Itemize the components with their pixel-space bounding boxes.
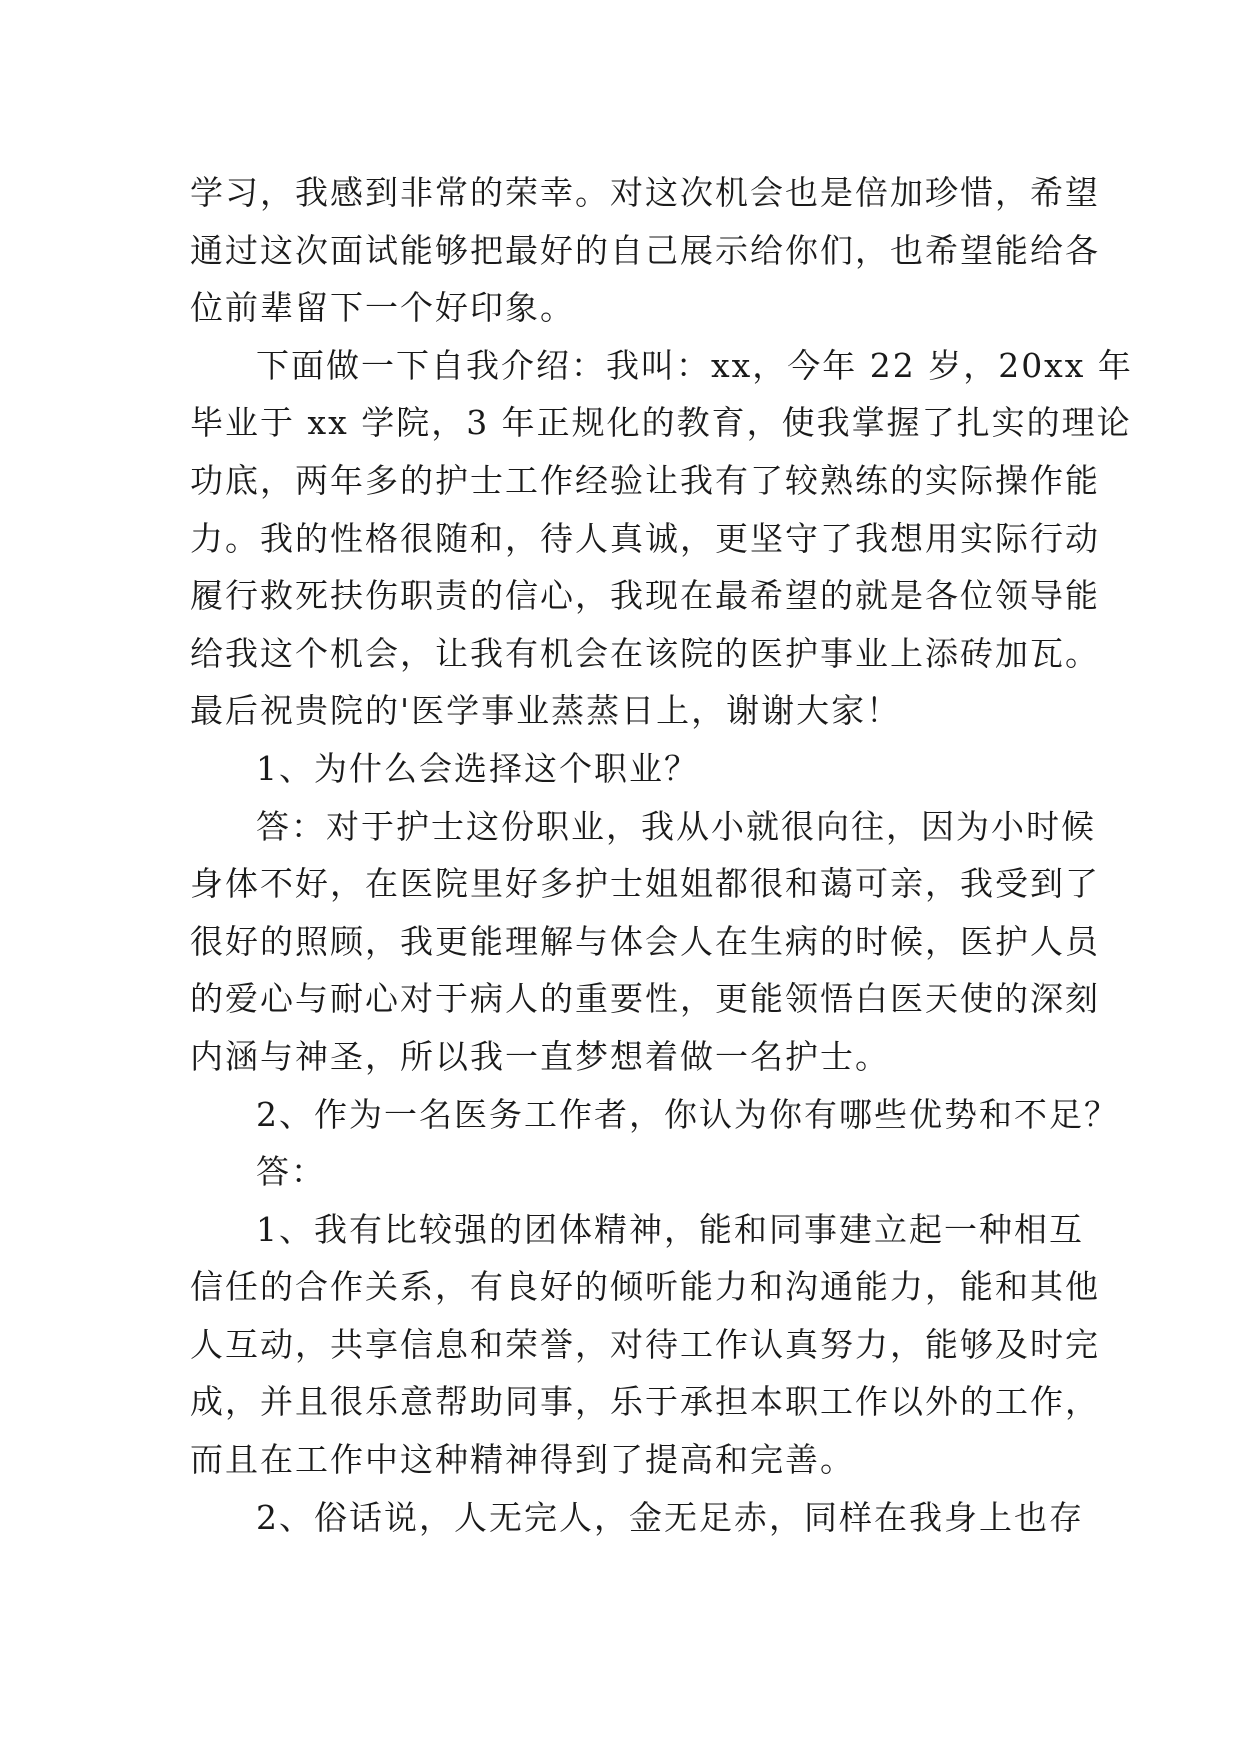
paragraph-first-line: 下面做一下自我介绍：我叫：xx，今年 22 岁，20xx 年 xyxy=(256,345,1133,385)
text-line: 给我这个机会，让我有机会在该院的医护事业上添砖加瓦。 xyxy=(190,633,1100,673)
text-line: 毕业于 xx 学院，3 年正规化的教育，使我掌握了扎实的理论 xyxy=(190,403,1132,443)
paragraph-first-line: 1、我有比较强的团体精神，能和同事建立起一种相互 xyxy=(256,1209,1084,1249)
text-line: 最后祝贵院的'医学事业蒸蒸日上，谢谢大家！ xyxy=(190,691,902,731)
text-line: 履行救死扶伤职责的信心，我现在最希望的就是各位领导能 xyxy=(190,576,1100,616)
text-line: 信任的合作关系，有良好的倾听能力和沟通能力，能和其他 xyxy=(190,1267,1100,1307)
text-line: 人互动，共享信息和荣誉，对待工作认真努力，能够及时完 xyxy=(190,1324,1100,1364)
text-line: 身体不好，在医院里好多护士姐姐都很和蔼可亲，我受到了 xyxy=(190,864,1100,904)
paragraph-first-line: 答：对于护士这份职业，我从小就很向往，因为小时候 xyxy=(256,806,1096,846)
text-line: 学习，我感到非常的荣幸。对这次机会也是倍加珍惜，希望 xyxy=(190,173,1100,212)
text-line: 的爱心与耐心对于病人的重要性，更能领悟白医天使的深刻 xyxy=(190,979,1100,1019)
text-line: 力。我的性格很随和，待人真诚，更坚守了我想用实际行动 xyxy=(190,518,1100,558)
text-line: 而且在工作中这种精神得到了提高和完善。 xyxy=(190,1440,855,1480)
paragraph-first-line: 2、俗话说，人无完人，金无足赤，同样在我身上也存 xyxy=(256,1497,1084,1537)
text-line: 位前辈留下一个好印象。 xyxy=(190,288,575,328)
text-line: 功底，两年多的护士工作经验让我有了较熟练的实际操作能 xyxy=(190,460,1100,500)
text-line: 通过这次面试能够把最好的自己展示给你们，也希望能给各 xyxy=(190,230,1100,270)
paragraph-first-line: 答： xyxy=(256,1152,326,1192)
text-line: 很好的照顾，我更能理解与体会人在生病的时候，医护人员 xyxy=(190,921,1100,961)
paragraph-first-line: 2、作为一名医务工作者，你认为你有哪些优势和不足？ xyxy=(256,1094,1119,1134)
text-line: 内涵与神圣，所以我一直梦想着做一名护士。 xyxy=(190,1036,890,1076)
text-line: 成，并且很乐意帮助同事，乐于承担本职工作以外的工作， xyxy=(190,1382,1100,1422)
document-body xyxy=(190,164,1133,1546)
paragraph-first-line: 1、为什么会选择这个职业？ xyxy=(256,748,699,788)
